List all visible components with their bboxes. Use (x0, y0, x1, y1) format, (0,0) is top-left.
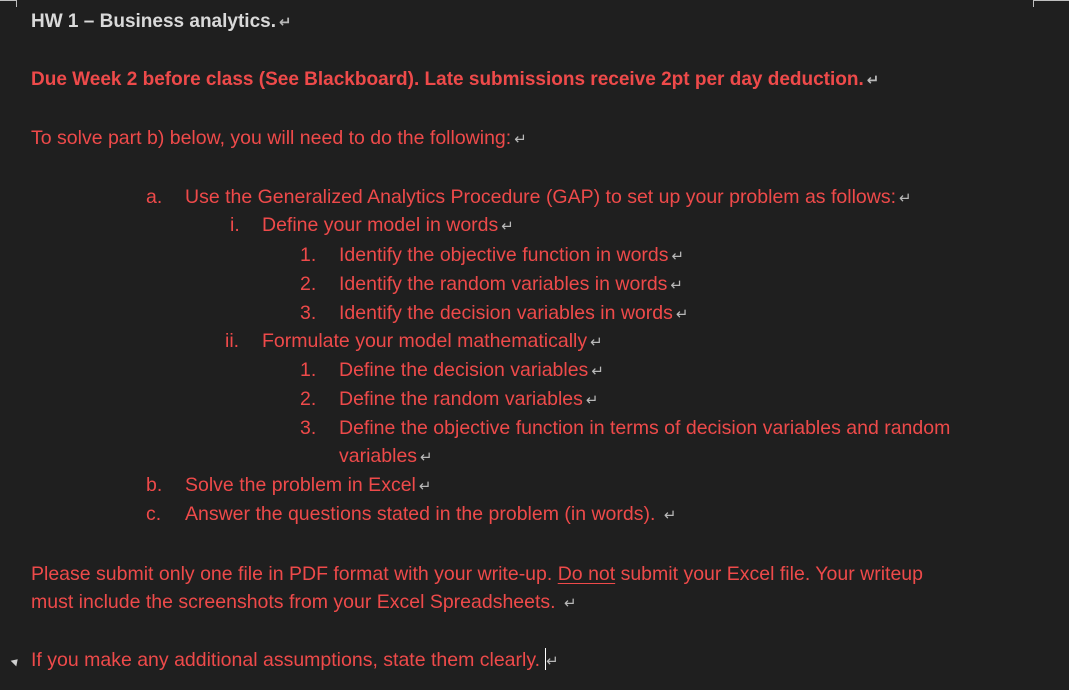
paragraph-mark-icon: ↵ (899, 190, 912, 207)
paragraph-mark-icon: ↵ (671, 248, 685, 265)
step-a-i-2-text: Identify the random variables in words (339, 273, 668, 295)
collapse-triangle-icon[interactable] (11, 654, 24, 667)
step-a-text: Use the Generalized Analytics Procedure (GAP) to set up your problem as follows: (185, 186, 896, 208)
step-b-text: Solve the problem in Excel (185, 474, 416, 496)
list-marker-b: b. (146, 474, 163, 496)
step-a-i[interactable] (262, 212, 514, 240)
intro-paragraph[interactable] (31, 125, 527, 153)
paragraph-mark-icon: ↵ (420, 449, 433, 466)
paragraph-mark-icon: ↵ (670, 277, 683, 294)
assumptions-text: If you make any additional assumptions, state them clearly. (31, 649, 541, 671)
step-a-ii-1[interactable] (339, 357, 604, 385)
list-marker-i-2: 2. (300, 273, 317, 295)
step-c-text: Answer the questions stated in the problem (in words). (185, 503, 661, 525)
step-a-ii-1-text: Define the decision variables (339, 359, 589, 381)
step-a-ii-3-text-line1: Define the objective function in terms of decision variables and random (339, 417, 951, 439)
paragraph-mark-icon: ↵ (591, 363, 604, 380)
list-marker-i-1: 1. (300, 244, 317, 266)
list-marker-a: a. (146, 186, 163, 208)
step-a-i-1-text: Identify the objective function in words (339, 244, 669, 266)
document-title-text: HW 1 – Business analytics. (31, 11, 276, 32)
step-a-ii[interactable] (262, 328, 603, 356)
paragraph-mark-icon: ↵ (514, 131, 527, 148)
step-a-i-3-text: Identify the decision variables in words (339, 302, 673, 324)
step-a-i-3[interactable] (339, 300, 688, 328)
paragraph-mark-icon: ↵ (590, 334, 603, 351)
assumptions-paragraph[interactable] (31, 647, 559, 675)
do-not-text: Do not (557, 563, 616, 585)
due-notice-text: Due Week 2 before class (See Blackboard). Late submissions receive 2pt per day deduction. (31, 69, 864, 90)
submission-text-part2: submit your Excel file. Your writeup (615, 563, 923, 585)
due-notice[interactable] (31, 67, 879, 94)
step-a-ii-text: Formulate your model mathematically (262, 330, 588, 352)
intro-text: To solve part b) below, you will need to do the following: (31, 127, 512, 149)
paragraph-mark-icon: ↵ (663, 507, 677, 524)
paragraph-mark-icon: ↵ (418, 478, 432, 495)
top-left-margin-mark (0, 0, 16, 1)
list-marker-ii: ii. (225, 330, 240, 352)
list-marker-c: c. (146, 503, 162, 525)
paragraph-mark-icon: ↵ (564, 595, 577, 612)
paragraph-mark-icon: ↵ (585, 392, 599, 409)
step-a-ii-2[interactable] (339, 386, 598, 414)
top-right-margin-mark (1033, 0, 1069, 1)
top-right-margin-mark-vertical (1033, 0, 1034, 7)
step-a-i-2[interactable] (339, 271, 683, 299)
top-left-margin-mark-vertical (16, 0, 17, 7)
list-marker-ii-3: 3. (300, 417, 317, 439)
submission-line2[interactable] (31, 589, 577, 617)
list-marker-ii-2: 2. (300, 388, 317, 410)
submission-line1[interactable] (31, 561, 923, 587)
step-a-ii-3-line2[interactable] (339, 443, 433, 471)
step-a-ii-2-text: Define the random variables (339, 388, 583, 410)
step-a-ii-3-text-line2: variables (339, 445, 418, 467)
submission-text-line2: must include the screenshots from your Excel Spreadsheets. (31, 591, 562, 613)
step-c[interactable] (185, 501, 676, 529)
paragraph-mark-icon: ↵ (279, 14, 292, 31)
step-a-i-text: Define your model in words (262, 214, 499, 236)
list-marker-i: i. (230, 214, 240, 236)
paragraph-mark-icon: ↵ (546, 653, 559, 670)
step-b[interactable] (185, 472, 431, 500)
step-a[interactable] (185, 184, 912, 212)
list-marker-ii-1: 1. (300, 359, 317, 381)
paragraph-mark-icon: ↵ (501, 218, 514, 235)
paragraph-mark-icon: ↵ (675, 306, 689, 323)
list-marker-i-3: 3. (300, 302, 317, 324)
paragraph-mark-icon: ↵ (866, 72, 880, 89)
document-title[interactable] (31, 9, 292, 36)
step-a-i-1[interactable] (339, 242, 684, 270)
step-a-ii-3-line1[interactable] (339, 415, 950, 441)
submission-text-part1: Please submit only one file in PDF format with your write-up. (31, 563, 558, 585)
